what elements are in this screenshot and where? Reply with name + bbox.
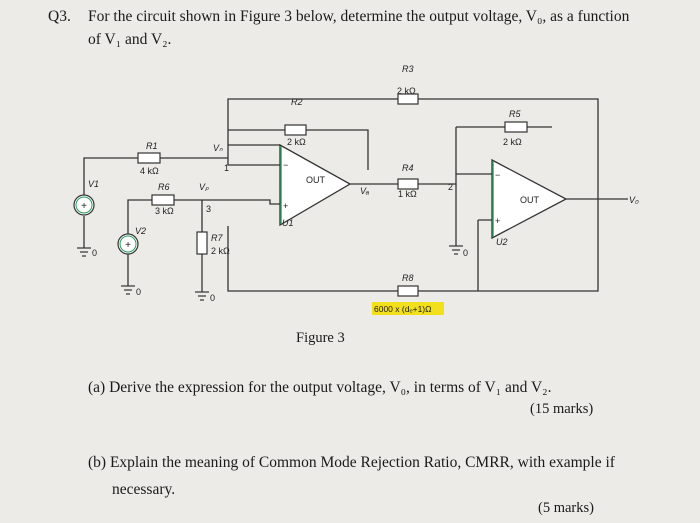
resistor-r7 (197, 232, 207, 254)
r2-value: 2 kΩ (287, 137, 306, 147)
r5-name: R5 (509, 109, 521, 119)
u1-plus: + (283, 201, 289, 211)
resistor-r8 (398, 286, 418, 296)
resistor-r5 (505, 122, 527, 132)
ground-label-r7: 0 (210, 293, 216, 303)
svg-text:+: + (125, 240, 131, 251)
u2-out-label: OUT (520, 195, 539, 205)
wire-vn (228, 145, 280, 165)
resistor-r1 (138, 153, 160, 163)
r3-value: 2 kΩ (397, 86, 416, 96)
node-2-label: 2 (448, 182, 454, 192)
voltage-source-v2 (118, 234, 138, 254)
r8-name: R8 (402, 273, 414, 283)
svg-text:+: + (81, 201, 87, 212)
part-a-marks: (15 marks) (530, 401, 594, 417)
node-vp-label: Vₚ (199, 182, 209, 192)
r3-name: R3 (402, 64, 414, 74)
wire-u2-plus (478, 220, 492, 291)
node-va-label: Vₐ (360, 186, 370, 196)
r7-value: 2 kΩ (211, 246, 230, 256)
r8-value: 6000 x (dₑ+1)Ω (374, 304, 432, 314)
ground-v2 (121, 286, 135, 294)
ground-r7 (195, 292, 209, 300)
node-1-label: 1 (224, 163, 230, 173)
u2-minus: − (495, 170, 501, 180)
source-v2-label: V2 (135, 226, 147, 236)
source-v1-label: V1 (88, 179, 100, 189)
question-line-2: of V₁ and V₂. (88, 31, 172, 48)
u1-minus: − (283, 160, 289, 170)
ground-node2 (449, 246, 463, 254)
opamp-u1 (228, 145, 350, 225)
node-vo-label: V₀ (629, 195, 639, 205)
ground-label-node2: 0 (463, 248, 469, 258)
ground-label-v1: 0 (92, 248, 98, 258)
resistor-r2 (285, 125, 306, 135)
ground-v1 (77, 248, 91, 256)
u2-label: U2 (496, 237, 508, 247)
u1-out-label: OUT (306, 175, 325, 185)
r4-value: 1 kΩ (398, 189, 417, 199)
r6-name: R6 (158, 182, 170, 192)
node-vn-label: Vₙ (213, 143, 223, 153)
wire-u1-out (350, 174, 492, 184)
r1-value: 4 kΩ (140, 166, 159, 176)
u1-label: U1 (282, 218, 294, 228)
r2-name: R2 (291, 97, 303, 107)
part-b-marks: (5 marks) (538, 500, 594, 516)
part-b-line-2: necessary. (112, 481, 176, 498)
part-b-line-1: (b) Explain the meaning of Common Mode Rejection Ratio, CMRR, with example if (88, 454, 615, 471)
question-line-1: For the circuit shown in Figure 3 below, determine the output voltage, V₀, as a function (88, 8, 630, 25)
resistor-r4 (398, 179, 418, 189)
r6-value: 3 kΩ (155, 206, 174, 216)
r4-name: R4 (402, 163, 414, 173)
r1-name: R1 (146, 141, 158, 151)
r7-name: R7 (211, 233, 223, 243)
resistor-r6 (152, 195, 174, 205)
part-a-text: (a) Derive the expression for the output voltage, V₀, in terms of V₁ and V₂. (88, 379, 552, 396)
ground-label-v2: 0 (136, 287, 142, 297)
r5-value: 2 kΩ (503, 137, 522, 147)
question-number: Q3. (48, 8, 71, 25)
node-3-label: 3 (206, 204, 212, 214)
u2-plus: + (495, 216, 501, 226)
wire-vp (202, 200, 280, 232)
figure-caption: Figure 3 (296, 330, 345, 346)
voltage-source-v1 (74, 195, 94, 215)
